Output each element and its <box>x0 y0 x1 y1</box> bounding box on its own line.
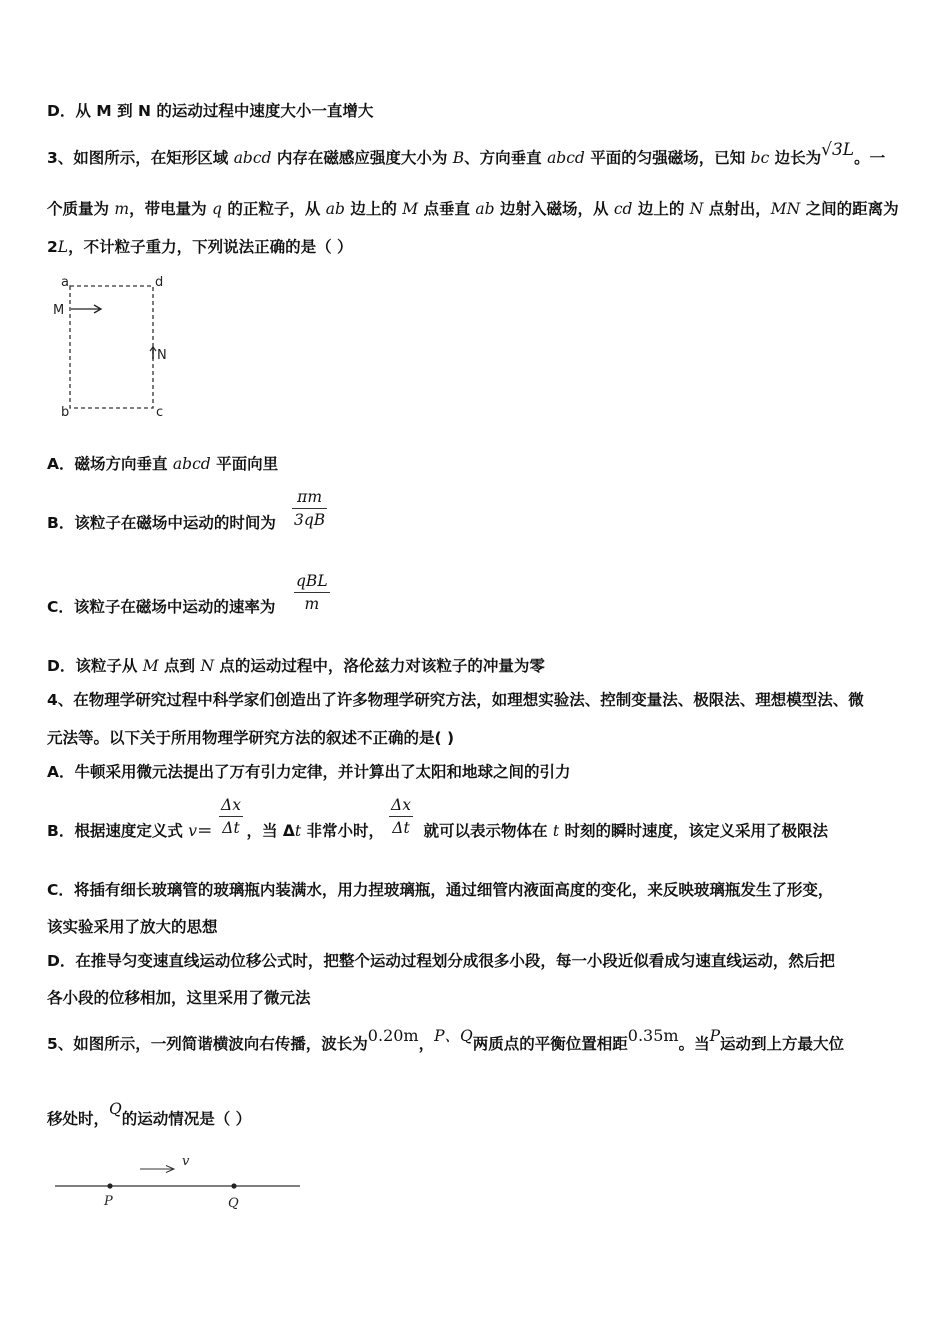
q3-option-a: A．磁场方向垂直 abcd 平面向里 <box>47 455 279 473</box>
point-Q-dot <box>231 1183 236 1188</box>
corner-label-b: b <box>61 405 70 420</box>
q3-stem-line3: 2L，不计粒子重力，下列说法正确的是（ ） <box>47 238 353 256</box>
point-P-label: P <box>104 1194 113 1209</box>
point-label-N: N <box>157 348 167 363</box>
corner-label-c: c <box>156 405 164 420</box>
q4-stem-line2: 元法等。以下关于所用物理学研究方法的叙述不正确的是( ) <box>47 729 455 747</box>
q3-stem-line1: 3、如图所示，在矩形区域 abcd 内存在磁感应强度大小为 B、方向垂直 abcd 平面的匀强磁场，已知 bc 边长为√3L。一 <box>47 140 886 167</box>
option-c-fraction: qBL m <box>296 572 328 613</box>
point-Q-label: Q <box>228 1196 239 1211</box>
wavelength-value: 0.20m <box>367 1026 419 1045</box>
q3-option-b: B．该粒子在磁场中运动的时间为 <box>47 514 276 532</box>
q4-option-d-line2: 各小段的位移相加，这里采用了微元法 <box>47 989 311 1007</box>
q3-option-c: C．该粒子在磁场中运动的速率为 <box>47 598 276 616</box>
points-PQ: P、Q <box>434 1027 473 1045</box>
q4-option-c-line2: 该实验采用了放大的思想 <box>47 918 218 936</box>
q5-stem-line2: 移处时，Q的运动情况是（ ） <box>47 1100 252 1128</box>
q4-stem-line1: 4、在物理学研究过程中科学家们创造出了许多物理学研究方法，如理想实验法、控制变量法、极限法、理想模型法、微 <box>47 691 864 709</box>
velocity-fraction-2: Δx Δt <box>391 796 411 837</box>
q4-option-c-line1: C．将插有细长玻璃管的玻璃瓶内装满水，用力捏玻璃瓶，通过细管内液面高度的变化，来反映玻璃瓶发生了形变， <box>47 881 834 899</box>
distance-value: 0.35m <box>627 1026 679 1045</box>
corner-label-d: d <box>155 275 164 290</box>
velocity-label: v <box>182 1154 190 1169</box>
q4-option-a: A．牛顿采用微元法提出了万有引力定律，并计算出了太阳和地球之间的引力 <box>47 763 571 781</box>
q5-wave-diagram <box>50 1150 310 1220</box>
point-label-M: M <box>53 303 65 318</box>
q5-stem-line1: 5、如图所示，一列简谐横波向右传播，波长为0.20m，P、Q两质点的平衡位置相距0.35m。当P运动到上方最大位 <box>47 1026 845 1053</box>
magnetic-field-region <box>70 286 153 408</box>
corner-label-a: a <box>61 275 69 290</box>
velocity-fraction-1: Δx Δt <box>221 796 241 837</box>
sqrt3L-expression: √3L <box>821 140 855 160</box>
point-P-dot <box>107 1183 112 1188</box>
prev-option-d: D．从 M 到 N 的运动过程中速度大小一直增大 <box>47 102 374 120</box>
q3-stem-line2: 个质量为 m，带电量为 q 的正粒子，从 ab 边上的 M 点垂直 ab 边射入磁场，从 cd 边上的 N 点射出，MN 之间的距离为 <box>47 200 899 218</box>
q3-rectangle-diagram <box>45 268 185 423</box>
q4-option-d-line1: D．在推导匀变速直线运动位移公式时，把整个运动过程划分成很多小段，每一小段近似看成匀速直线运动，然后把 <box>47 952 835 970</box>
q3-option-d: D．该粒子从 M 点到 N 点的运动过程中，洛伦兹力对该粒子的冲量为零 <box>47 657 545 675</box>
option-b-fraction: πm 3qB <box>294 488 326 529</box>
q4-option-b: B．根据速度定义式 v＝ ，当 Δt 非常小时， 就可以表示物体在 t 时刻的瞬时速度，该定义采用了极限法 <box>47 822 828 840</box>
